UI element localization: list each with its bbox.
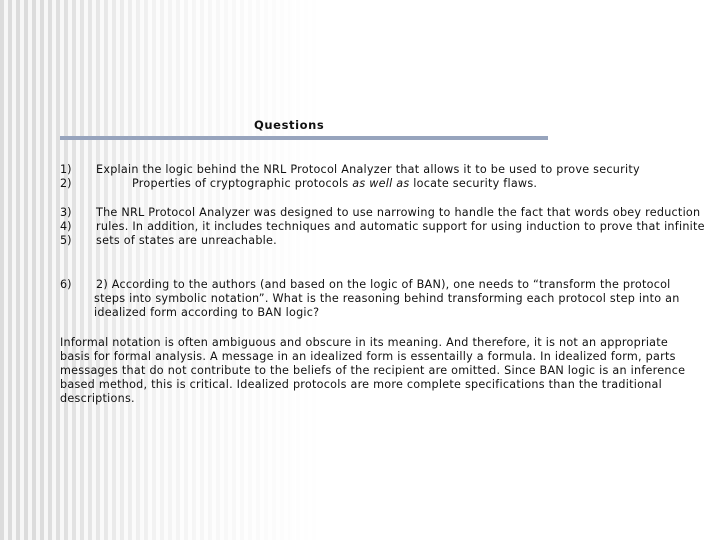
question-1-line-1: Explain the logic behind the NRL Protocol Analyzer that allows it to be used to prove security	[96, 163, 640, 176]
question-1-line-2-emphasis: as well as	[352, 177, 410, 190]
answer-line-5: descriptions.	[60, 392, 135, 405]
question-3-line-3: idealized form according to BAN logic?	[94, 306, 320, 319]
title-underline	[60, 136, 548, 140]
item-number-1: 1)	[60, 163, 72, 176]
answer-line-1: Informal notation is often ambiguous and obscure in its meaning. And therefore, it is not an appropriate	[60, 336, 669, 349]
item-number-4: 4)	[60, 220, 72, 233]
question-3-line-1: 2) According to the authors (and based on the logic of BAN), one needs to “transform the protocol	[96, 278, 671, 291]
item-number-2: 2)	[60, 177, 72, 190]
question-1-line-2	[132, 177, 537, 191]
page-title: Questions	[254, 118, 325, 132]
item-number-6: 6)	[60, 278, 72, 291]
item-number-5: 5)	[60, 234, 72, 247]
answer-line-4: based method, this is critical. Idealized protocols are more complete specifications than the traditional	[60, 378, 663, 391]
question-1-line-2-post: locate security flaws.	[409, 177, 538, 190]
question-1-line-2-pre: Properties of cryptographic protocols	[132, 177, 353, 190]
answer-line-2: basis for formal analysis. A message in an idealized form is essentailly a formula. In idealized form, parts	[60, 350, 676, 363]
question-2-line-2: rules. In addition, it includes techniques and automatic support for using induction to prove that infinite	[96, 220, 705, 233]
item-number-3: 3)	[60, 206, 72, 219]
question-2-line-3: sets of states are unreachable.	[96, 234, 277, 247]
question-2-line-1: The NRL Protocol Analyzer was designed to use narrowing to handle the fact that words obey reduction	[96, 206, 701, 219]
question-3-line-2: steps into symbolic notation”. What is the reasoning behind transforming each protocol step into an	[94, 292, 680, 305]
answer-line-3: messages that do not contribute to the beliefs of the recipient are omitted. Since BAN logic is an inference	[60, 364, 686, 377]
